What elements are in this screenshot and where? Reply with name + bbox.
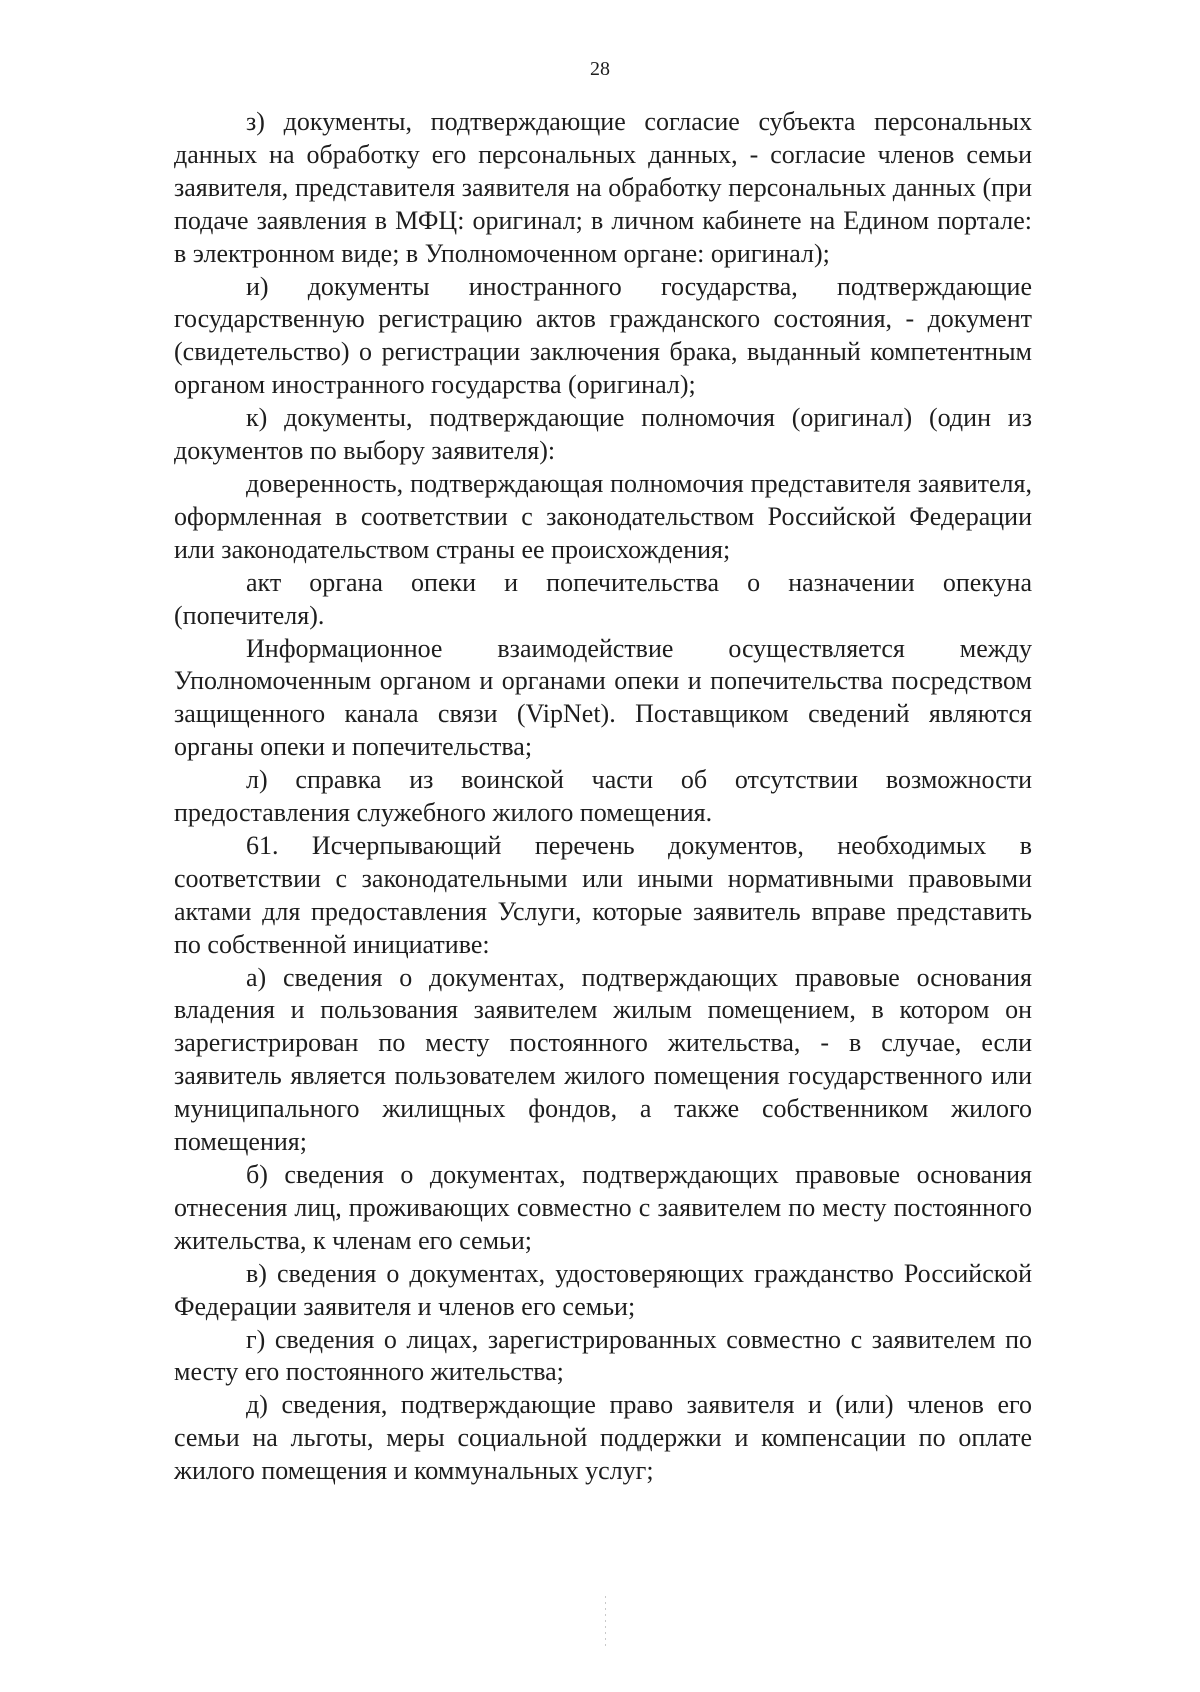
paragraph-k-authority-documents: к) документы, подтверждающие полномочия (оригинал) (один из документов по выбору заявителя): [174,403,1032,466]
paragraph-61-exhaustive-list: 61. Исчерпывающий перечень документов, необходимых в соответствии с законодательными или иными нормативными правовыми актами для предоставления Услуги, которые заявитель вправе представить по собственной инициативе: [174,830,1032,959]
paragraph-information-interaction: Информационное взаимодействие осуществляется между Уполномоченным органом и органами опеки и попечительства посредством защищенного канала связи (VipNet). Поставщиком сведений являются органы опеки и попечительства; [174,633,1032,762]
paragraph-l-military-certificate: л) справка из воинской части об отсутствии возможности предоставления служебного жилого помещения. [174,765,1032,828]
document-body [174,106,1032,1488]
paragraph-guardianship-act: акт органа опеки и попечительства о назначении опекуна (попечителя). [174,567,1032,630]
paragraph-a-housing-rights: а) сведения о документах, подтверждающих правовые основания владения и пользования заявителем жилым помещением, в котором он зарегистрирован по месту постоянного жительства, - в случае, если заявитель является пользователем жилого помещения государственного или муниципального жилищных фондов, а также собственником жилого помещения; [174,962,1032,1157]
scan-artifact-line [605,1596,606,1650]
paragraph-g-registered-persons: г) сведения о лицах, зарегистрированных совместно с заявителем по месту его постоянного жительства; [174,1324,1032,1387]
paragraph-b-family-members: б) сведения о документах, подтверждающих правовые основания отнесения лиц, проживающих совместно с заявителем по месту постоянного жительства, к членам его семьи; [174,1160,1032,1255]
paragraph-i-foreign-documents: и) документы иностранного государства, подтверждающие государственную регистрацию актов гражданского состояния, - документ (свидетельство) о регистрации заключения брака, выданный компетентным органом иностранного государства (оригинал); [174,271,1032,400]
paragraph-z-consent-documents: з) документы, подтверждающие согласие субъекта персональных данных на обработку его персональных данных, - согласие членов семьи заявителя, представителя заявителя на обработку персональных данных (при подаче заявления в МФЦ: оригинал; в личном кабинете на Едином портале: в электронном виде; в Уполномоченном органе: оригинал); [174,107,1032,268]
paragraph-d-benefits: д) сведения, подтверждающие право заявителя и (или) членов его семьи на льготы, меры социальной поддержки и компенсации по оплате жилого помещения и коммунальных услуг; [174,1390,1032,1486]
paragraph-v-citizenship: в) сведения о документах, удостоверяющих гражданство Российской Федерации заявителя и членов его семьи; [174,1258,1032,1321]
paragraph-power-of-attorney: доверенность, подтверждающая полномочия представителя заявителя, оформленная в соответствии с законодательством Российской Федерации или законодательством страны ее происхождения; [174,468,1032,564]
page-number: 28 [590,58,610,80]
